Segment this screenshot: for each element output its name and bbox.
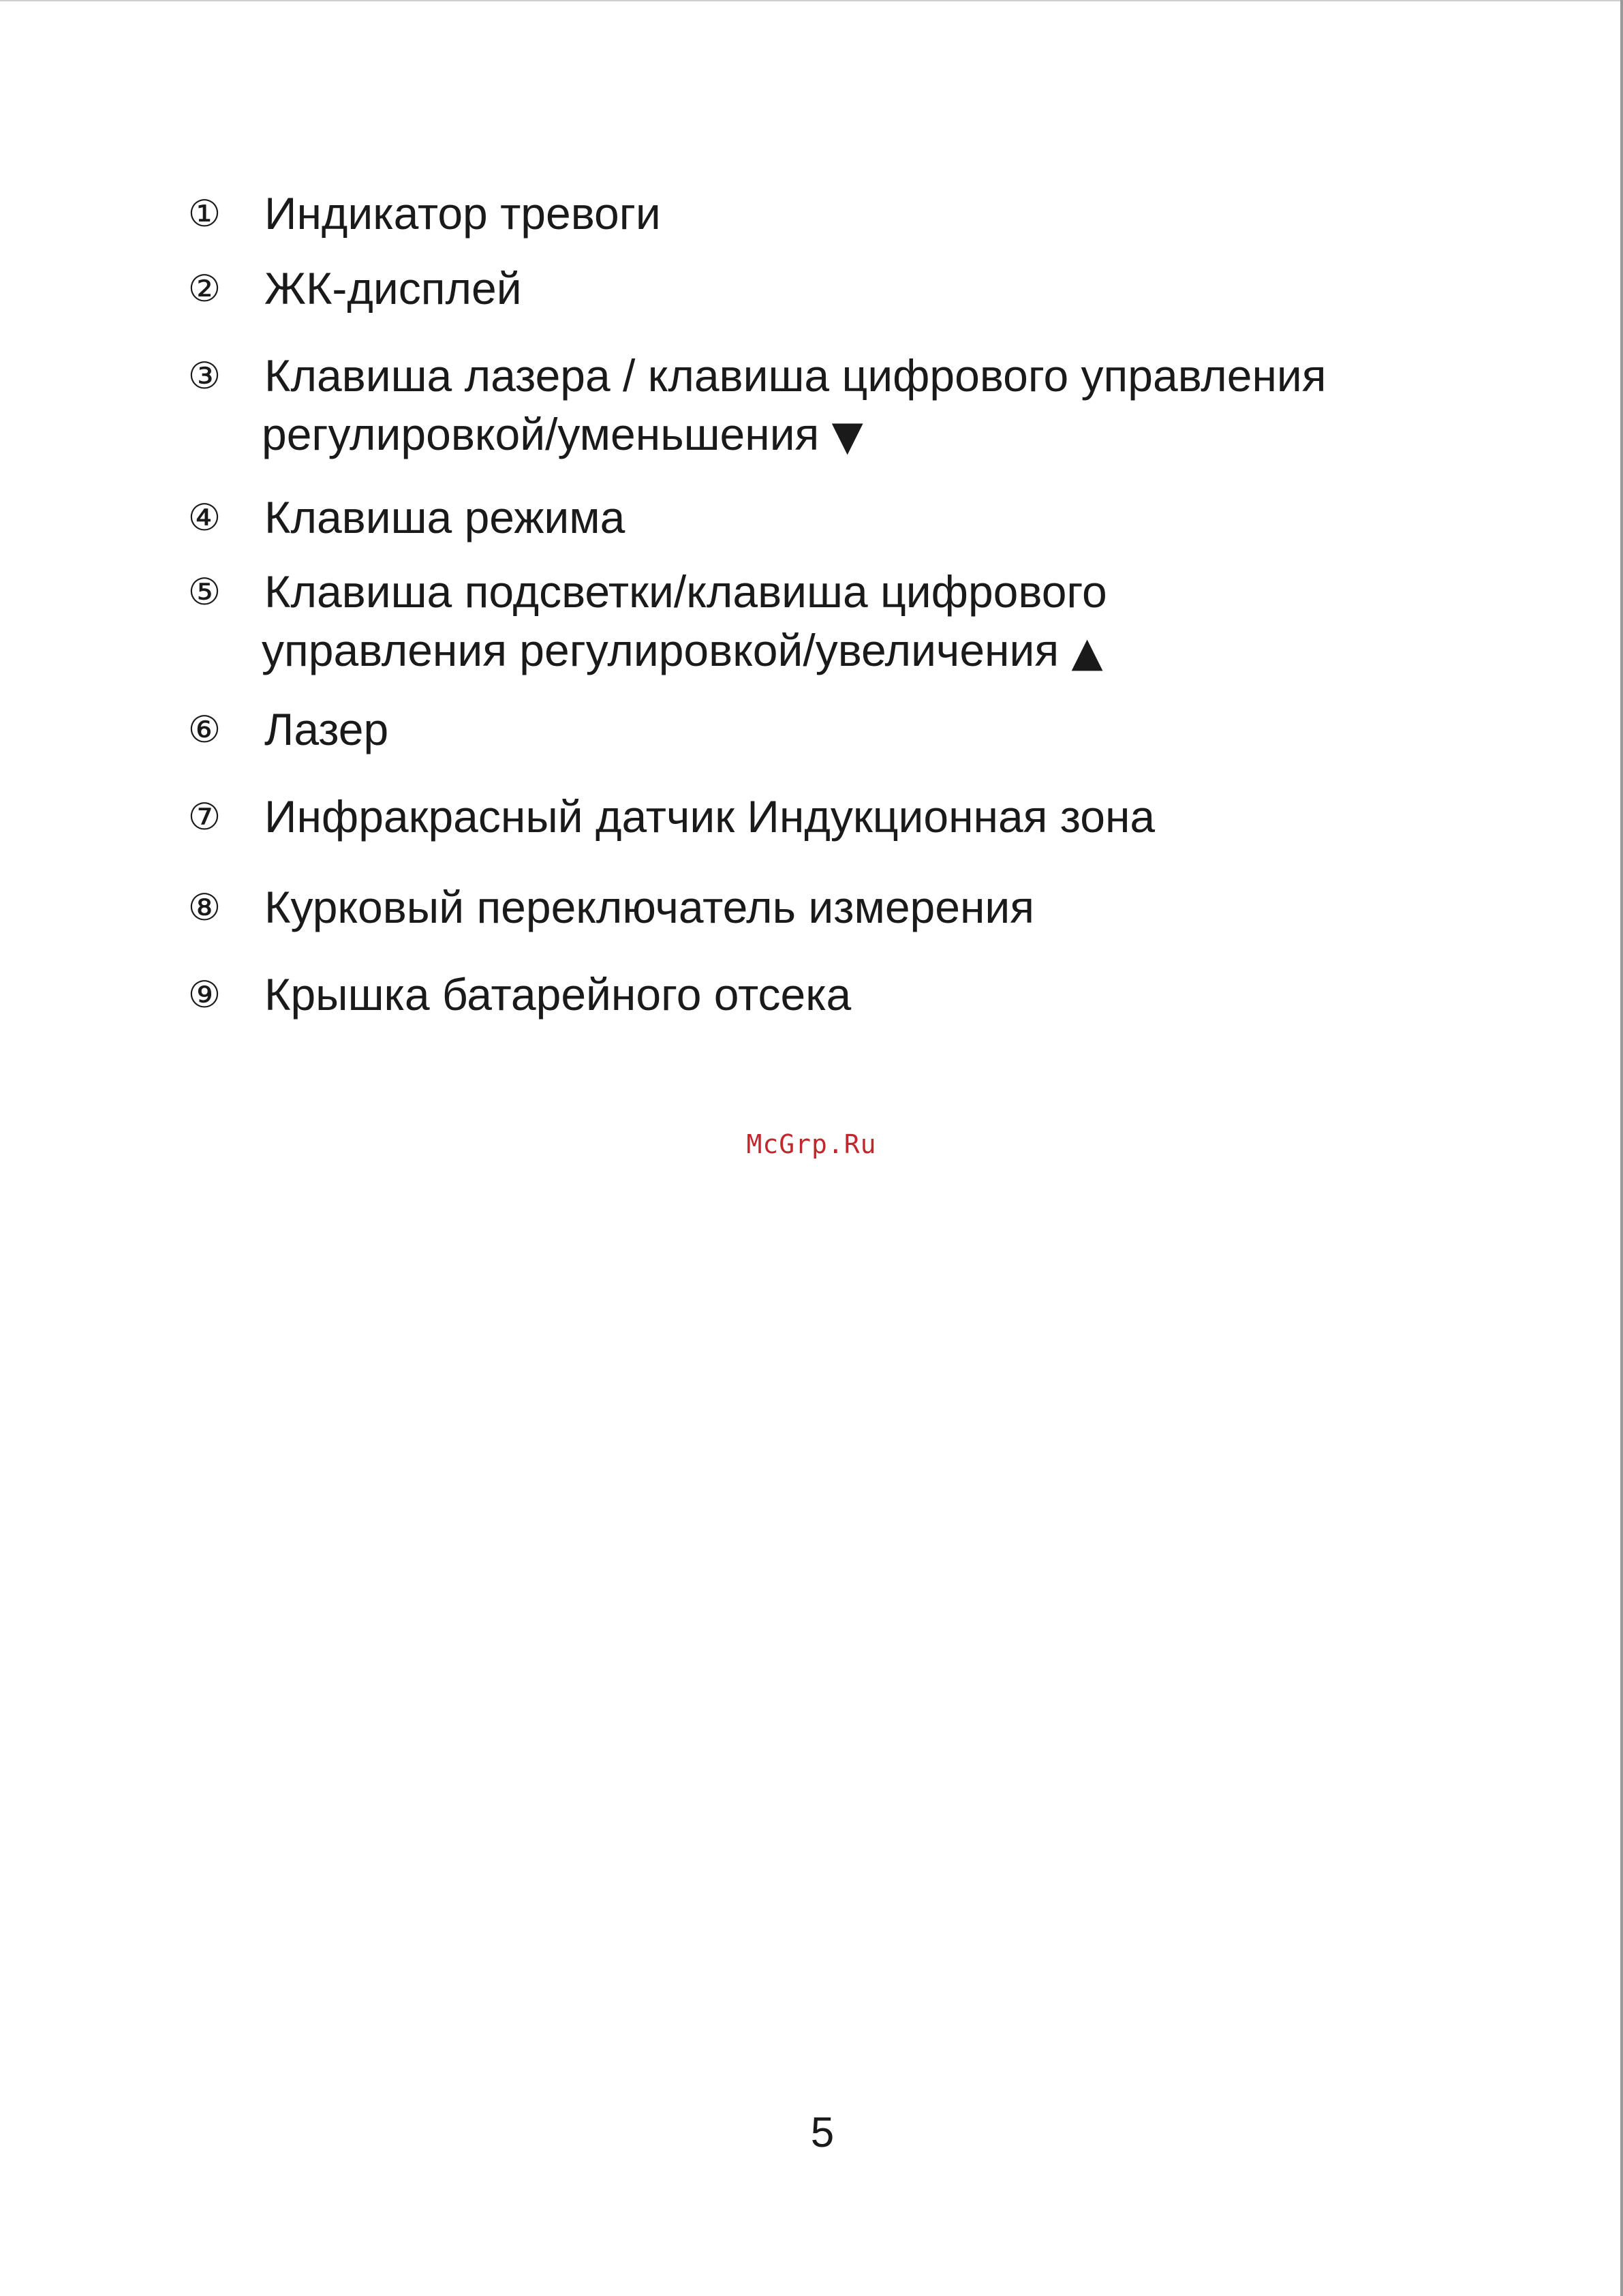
item-line: Инфракрасный датчик Индукционная зона [264, 791, 1156, 842]
item-text [264, 965, 1464, 1024]
item-text [264, 259, 1464, 318]
item-line-text: управления регулировкой/увеличения [262, 625, 1060, 675]
item-line: Крышка батарейного отсека [264, 969, 852, 1020]
item-text [264, 346, 1464, 465]
watermark-text: McGrp.Ru [746, 1129, 877, 1159]
item-line: Клавиша режима [264, 492, 625, 542]
item-text [264, 787, 1464, 846]
item-number: ① [187, 192, 221, 235]
item-number: ⑦ [187, 795, 221, 838]
item-line [262, 621, 1464, 682]
item-text [264, 488, 1464, 547]
item-line [262, 405, 1464, 465]
page-number: 5 [810, 2109, 835, 2156]
top-edge-rule [0, 0, 1623, 1]
item-number: ② [187, 267, 221, 310]
item-line: ЖК-дисплей [264, 263, 522, 313]
down-triangle-icon: ▼ [831, 412, 863, 460]
item-line: Лазер [264, 704, 389, 754]
item-number: ⑥ [187, 708, 221, 751]
item-line: Курковый переключатель измерения [264, 882, 1035, 932]
item-text [264, 184, 1464, 243]
item-text [264, 700, 1464, 759]
item-text [264, 878, 1464, 936]
item-number: ④ [187, 496, 221, 539]
item-number: ⑨ [187, 973, 221, 1016]
up-triangle-icon: ▲ [1071, 628, 1103, 676]
item-line: Клавиша лазера / клавиша цифрового управления [264, 350, 1327, 401]
item-line-text: регулировкой/уменьшения [262, 409, 820, 459]
item-line: Индикатор тревоги [264, 188, 661, 239]
item-text [264, 562, 1464, 682]
item-number: ③ [187, 354, 221, 397]
item-number: ⑤ [187, 570, 221, 613]
item-line: Клавиша подсветки/клавиша цифрового [264, 566, 1107, 617]
item-number: ⑧ [187, 886, 221, 929]
